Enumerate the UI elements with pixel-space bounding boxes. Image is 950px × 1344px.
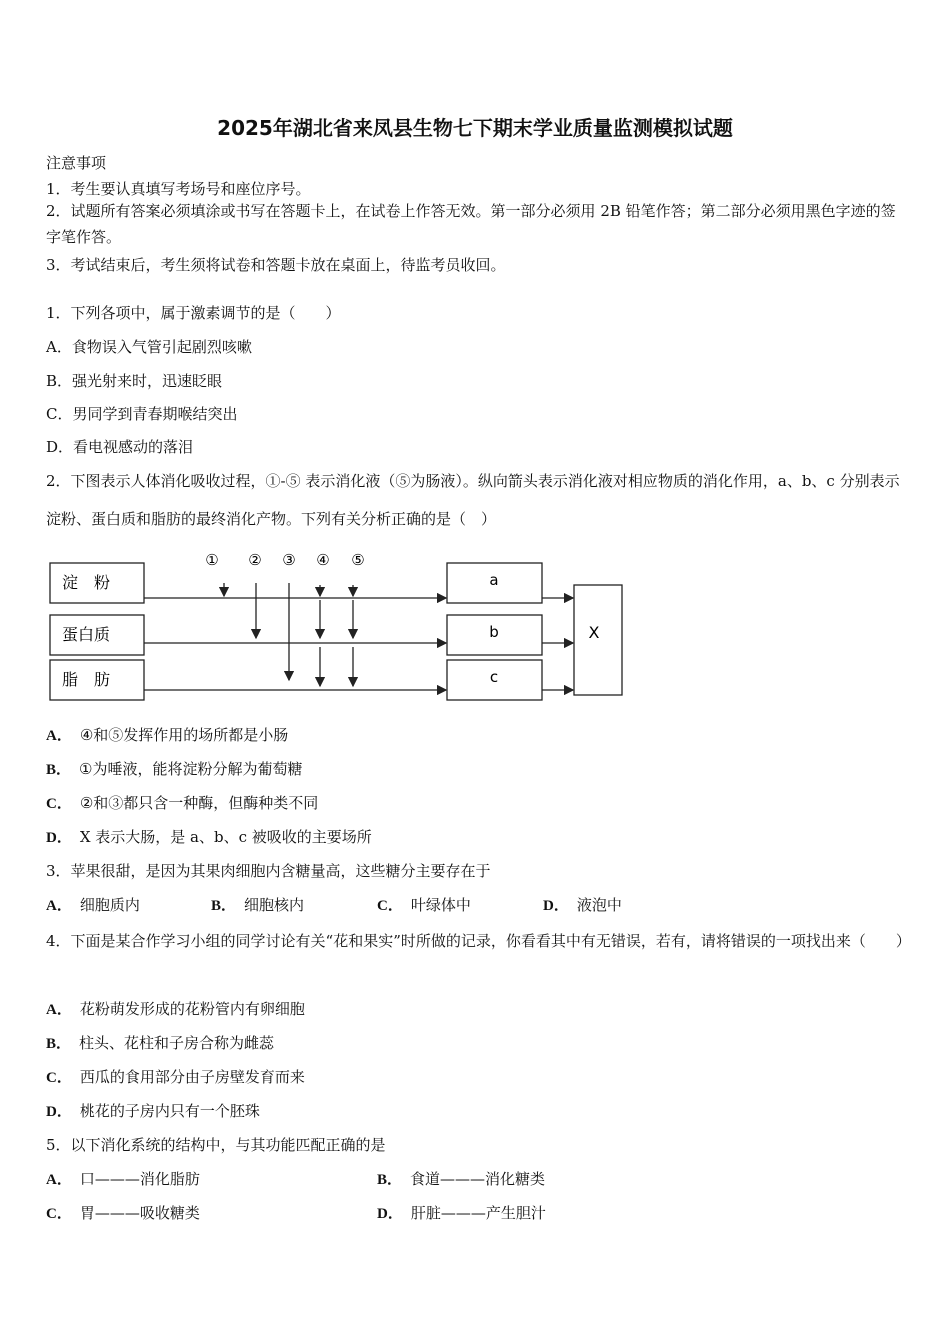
q3-option-b: B． 细胞核内 bbox=[211, 896, 305, 914]
q4-option-c: C． 西瓜的食用部分由子房壁发育而来 bbox=[46, 1068, 305, 1086]
q5-option-b: B． 食道———消化糖类 bbox=[377, 1170, 546, 1188]
fluid-label-3: ③ bbox=[282, 551, 296, 569]
notice-item-3: 3．考试结束后，考生须将试卷和答题卡放在桌面上，待监考员收回。 bbox=[46, 256, 506, 274]
product-c-label: c bbox=[489, 668, 499, 686]
notice-heading: 注意事项 bbox=[46, 154, 107, 172]
product-b-label: b bbox=[489, 623, 499, 641]
fluid-label-1: ① bbox=[205, 551, 219, 569]
q2-option-b: B． ①为唾液，能将淀粉分解为葡萄糖 bbox=[46, 760, 303, 778]
q4-option-b: B． 柱头、花柱和子房合称为雌蕊 bbox=[46, 1034, 275, 1052]
q3-option-c: C． 叶绿体中 bbox=[377, 896, 471, 914]
page-title: 2025年湖北省来凤县生物七下期末学业质量监测模拟试题 bbox=[217, 116, 733, 140]
fat-label: 脂 肪 bbox=[62, 670, 111, 689]
q2-stem: 2．下图表示人体消化吸收过程，①-⑤ 表示消化液（⑤为肠液）。纵向箭头表示消化液对相应物质的消化作用，a、b、c 分别表示淀粉、蛋白质和脂肪的最终消化产物。下列有关分析正确的是（ ） bbox=[46, 472, 900, 528]
digestion-diagram bbox=[46, 545, 636, 705]
q1-option-d: D．看电视感动的落泪 bbox=[46, 438, 194, 456]
starch-label: 淀 粉 bbox=[62, 573, 111, 592]
organ-x-label: X bbox=[588, 623, 600, 642]
fluid-label-2: ② bbox=[248, 551, 262, 569]
q2-option-a: A． ④和⑤发挥作用的场所都是小肠 bbox=[46, 726, 289, 744]
q3-option-a: A． 细胞质内 bbox=[46, 896, 140, 914]
q5-stem: 5．以下消化系统的结构中，与其功能匹配正确的是 bbox=[46, 1136, 386, 1154]
q4-stem: 4．下面是某合作学习小组的同学讨论有关“花和果实”时所做的记录，你看看其中有无错误，若有，请将错误的一项找出来（ ） bbox=[46, 932, 911, 950]
q1-option-c: C．男同学到青春期喉结突出 bbox=[46, 405, 238, 423]
q1-option-b: B．强光射来时，迅速眨眼 bbox=[46, 372, 223, 390]
q3-stem: 3．苹果很甜，是因为其果肉细胞内含糖量高，这些糖分主要存在于 bbox=[46, 862, 491, 880]
notice-item-2: 2．试题所有答案必须填涂或书写在答题卡上，在试卷上作答无效。第一部分必须用 2B 铅笔作答；第二部分必须用黑色字迹的签字笔作答。 bbox=[46, 202, 896, 246]
q5-option-c: C． 胃———吸收糖类 bbox=[46, 1204, 200, 1222]
fluid-label-4: ④ bbox=[316, 551, 330, 569]
q5-option-d: D． 肝脏———产生胆汁 bbox=[377, 1204, 546, 1222]
notice-item-1: 1．考生要认真填写考场号和座位序号。 bbox=[46, 180, 311, 198]
q4-option-d: D． 桃花的子房内只有一个胚珠 bbox=[46, 1102, 260, 1120]
protein-label: 蛋白质 bbox=[62, 625, 111, 644]
q4-option-a: A． 花粉萌发形成的花粉管内有卵细胞 bbox=[46, 1000, 305, 1018]
q1-option-a: A．食物误入气管引起剧烈咳嗽 bbox=[46, 338, 252, 356]
q3-option-d: D． 液泡中 bbox=[543, 896, 622, 914]
fluid-label-5: ⑤ bbox=[351, 551, 365, 569]
q1-stem: 1．下列各项中，属于激素调节的是（ ） bbox=[46, 304, 341, 322]
product-a-label: a bbox=[489, 571, 499, 589]
q2-option-d: D． X 表示大肠，是 a、b、c 被吸收的主要场所 bbox=[46, 828, 372, 846]
q5-option-a: A． 口———消化脂肪 bbox=[46, 1170, 200, 1188]
q2-option-c: C． ②和③都只含一种酶，但酶种类不同 bbox=[46, 794, 319, 812]
